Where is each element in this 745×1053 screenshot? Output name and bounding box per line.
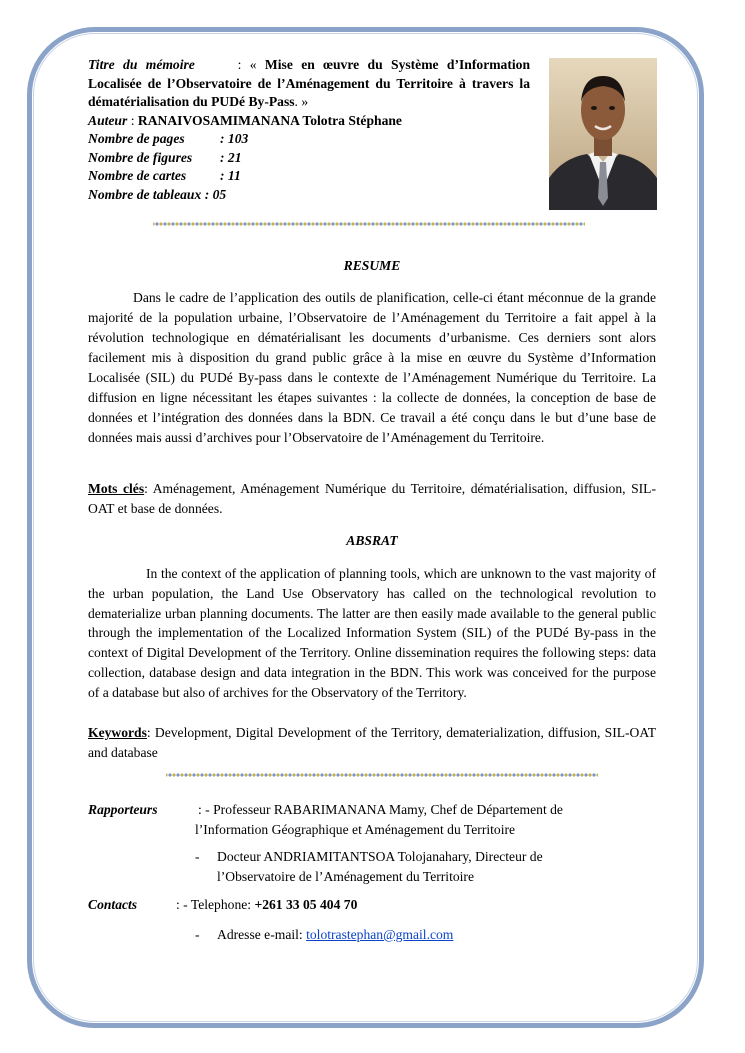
title-open-quote: « xyxy=(249,57,257,72)
keywords-text: : Development, Digital Development of the Territory, dematerialization, diffusion, SIL-OAT and database xyxy=(88,725,656,760)
stat-row-tables xyxy=(88,186,530,205)
title-label: Titre du mémoire xyxy=(88,57,195,72)
thesis-header xyxy=(88,56,530,204)
rapporteur-2-dash: - xyxy=(195,849,200,864)
stat-row-figures xyxy=(88,149,530,168)
abstract-heading: ABSRAT xyxy=(346,533,398,548)
keywords-text: : Aménagement, Aménagement Numérique du Territoire, dématérialisation, diffusion, SIL-OAT et base de données. xyxy=(88,481,656,516)
phone-number: +261 33 05 404 70 xyxy=(254,897,358,912)
email-dash: - xyxy=(195,927,200,942)
author-name: RANAIVOSAMIMANANA Tolotra Stéphane xyxy=(137,112,402,128)
stat-label: Nombre de pages xyxy=(88,131,185,146)
stat-label: Nombre de figures xyxy=(88,149,193,165)
stat-row-pages xyxy=(88,130,530,149)
title-close-quote: . » xyxy=(294,94,309,109)
email-prefix: Adresse e-mail: xyxy=(217,927,303,942)
email-link[interactable]: tolotrastephan@gmail.com xyxy=(306,927,454,942)
author-sep: : xyxy=(130,112,135,128)
title-sep: : xyxy=(237,57,242,72)
author-row xyxy=(88,112,530,131)
stat-value: : 103 xyxy=(220,131,249,146)
resume-keywords xyxy=(88,479,656,519)
rapporteur-2: Docteur ANDRIAMITANTSOA Tolojanahary, Directeur de l’Observatoire de l’Aménagement du Territoire xyxy=(217,849,543,884)
abstract-keywords xyxy=(88,723,656,763)
rapporteur-1: : - Professeur RABARIMANANA Mamy, Chef de Département de l’Information Géographique et Aménagement du Territoire xyxy=(195,802,563,837)
resume-heading: RESUME xyxy=(343,258,401,273)
stat-row-maps xyxy=(88,167,530,186)
keywords-label: Mots clés xyxy=(88,481,145,496)
phone-line xyxy=(176,895,357,915)
contacts-label: Contacts xyxy=(88,897,138,912)
abstract-body: In the context of the application of planning tools, which are unknown to the vast majority of the urban population, the Land Use Observatory has called on the technological revolution to dematerialize urban planning documents. The latter are then easily made available to the general public through the implementation of the Localized Information System (SIL) of the PUDé By-pass in the context of Digital Development of the Territory. Online dissemination requires the following steps: data collection, database design and data integration in the BDN. This work was conceived for the purpose of a database but also of archives for the Observatory of the Territory. xyxy=(88,566,656,700)
keywords-label: Keywords xyxy=(88,725,147,740)
stat-label: Nombre de tableaux xyxy=(88,186,202,202)
phone-prefix: : - Telephone: xyxy=(176,897,252,912)
decorative-divider xyxy=(166,771,598,779)
title-row xyxy=(88,56,530,112)
author-photo xyxy=(549,58,657,210)
stat-value: : 11 xyxy=(220,168,241,183)
portrait-image xyxy=(549,58,657,210)
stat-label: Nombre de cartes xyxy=(88,168,187,183)
stat-value: : 21 xyxy=(220,149,242,165)
stat-value: : 05 xyxy=(204,186,227,202)
author-label: Auteur xyxy=(88,112,128,128)
decorative-divider xyxy=(153,220,585,228)
thesis-title: Mise en œuvre du Système d’Information Localisée de l’Observatoire de l’Aménagement du Territoire à travers la dématérialisation du PUDé By-Pass xyxy=(88,57,531,109)
email-line xyxy=(217,925,453,945)
resume-body: Dans le cadre de l’application des outils de planification, celle-ci étant méconnue de la grande majorité de la population urbaine, l’Observatoire de l’Aménagement du Territoire a fait appel à la révolution technologique en dématérialisant les documents d’urbanisme. Ces derniers sont alors facilement mis à disposition du grand public grâce à la mise en œuvre du Système d’Information Localisée (SIL) du PUDé By-pass dans le contexte de l’Aménagement Numérique du Territoire. La diffusion en ligne nécessitant les étapes suivantes : la collecte de données, la conception de base de données et l’intégration des données dans la BDN. Ce travail a été conçu dans le but d’une base de données mais aussi d’archives pour l’Observatoire de l’Aménagement du Territoire. xyxy=(88,290,656,445)
rapporteurs-label: Rapporteurs xyxy=(88,802,158,817)
